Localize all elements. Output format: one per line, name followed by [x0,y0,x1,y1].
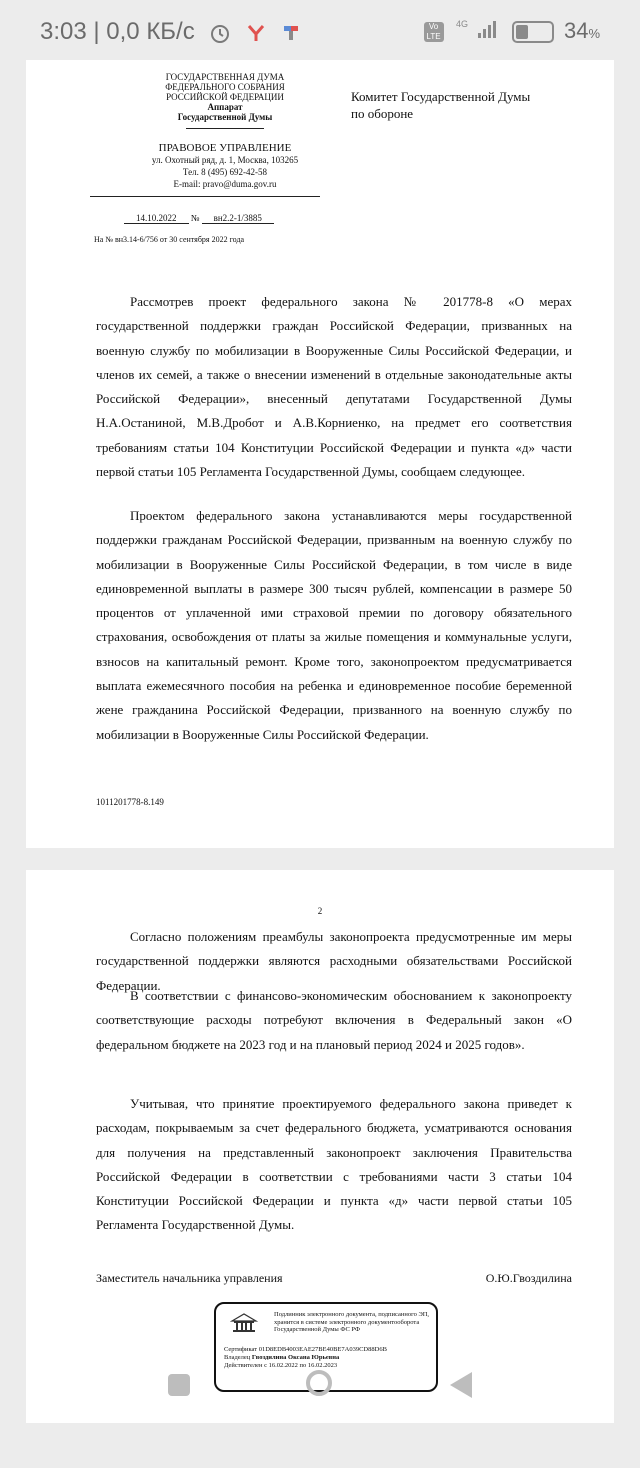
stamp-owner-label: Владелец [224,1354,251,1361]
stamp-owner-line [224,1354,434,1362]
org-line-5: Государственной Думы [177,112,273,122]
org-line-2: ФЕДЕРАЛЬНОГО СОБРАНИЯ [165,82,285,92]
addressee [351,88,530,122]
reference-line: На № вн3.14-6/756 от 30 сентября 2022 года [94,235,245,244]
flag-icon [281,23,301,43]
stamp-details [224,1346,434,1370]
addressee-line-1: Комитет Государственной Думы [351,89,531,104]
stamp-header: Подлинник электронного документа, подписанного ЭП, хранится в системе электронного документооборота Государственной Думы ФС РФ [274,1311,430,1333]
signer-name: О.Ю.Гвоздилина [485,1270,572,1285]
home-icon[interactable] [306,1370,332,1396]
signer-title: Заместитель начальника управления [96,1270,283,1285]
page-number: 2 [317,906,323,916]
letterhead-divider [186,128,264,129]
status-bar [0,0,640,60]
back-icon[interactable] [450,1372,472,1398]
email-address: E-mail: pravo@duma.gov.ru [173,179,277,189]
battery-fill [516,25,528,39]
paragraph-text: Согласно положениям преамбулы законопроекта предусмотренные им меры государственной поддержки являются расходными обязательствами Российской Федерации. [96,929,572,993]
stamp-owner: Гвоздилина Оксана Юрьевна [251,1354,340,1361]
document-page-1 [26,60,614,848]
volte-icon: Vo LTE [424,22,444,42]
y-app-icon [246,23,266,43]
body-paragraph-1 [96,290,572,484]
letterhead-address [120,142,330,190]
status-right [424,18,600,46]
phone-number: Тел. 8 (495) 692-42-58 [182,167,268,177]
letterhead-rule [90,196,320,197]
paragraph-text: Учитывая, что принятие проектируемого федерального закона приведет к расходам, покрываемым за счет федерального бюджета, усматриваются основания для получения на представленный законопроект заключения Правительства Российской Федерации в соответствии с требованиями части 3 статьи 104 Конституции Российской Федерации и пункта «д» части первой статьи 105 Регламента Государственной Думы. [96,1096,572,1233]
network-label: 4G [455,19,468,30]
department-name: ПРАВОВОЕ УПРАВЛЕНИЕ [158,142,292,154]
body-paragraph-2 [96,504,572,747]
org-line-4: Аппарат [207,102,243,112]
paragraph-text: Проектом федерального закона устанавливаются меры государственной поддержки гражданам Российской Федерации, призванным на военную службу по мобилизации в Вооруженные Силы Российской Федерации, в том числе в виде единовременной выплаты в размере 300 тысяч рублей, компенсации в размере 50 процентов от уплаченной ими страховой премии по договору обязательного страхования, освобождения от платы за жилые помещения и коммунальные услуги, взносов на капитальный ремонт. Кроме того, законопроектом предусматривается выплата ежемесячного пособия на ребенка и единовременное пособие беременной жене гражданина Российской Федерации, призванного на военную службу по мобилизации в Вооруженные Силы Российской Федерации. [96,508,572,742]
battery-icon [512,21,554,43]
org-line-3: РОССИЙСКОЙ ФЕДЕРАЦИИ [166,92,284,102]
document-page-2 [26,870,614,1423]
body-paragraph-4 [96,984,572,1057]
stamp-certificate: Сертификат 01D8EDB4003EAE27BE40BE7A039CD88D6B [224,1346,387,1353]
recent-apps-icon[interactable] [168,1374,190,1396]
number-sign: № [190,213,200,223]
letterhead-org [120,72,330,135]
paragraph-text: Рассмотрев проект федерального закона № 201778-8 «О мерах государственной поддержки граждан Российской Федерации, призванных на военную службу по мобилизации в Вооруженные Силы Российской Федерации, и членов их семей, а также о внесении изменений в отдельные законодательные акты Российской Федерации», внесенный депутатами Государственной Думы Н.А.Останиной, М.В.Дробот и А.В.Корниенко, на предмет его соответствия требованиям статьи 104 Конституции Российской Федерации и пункта «д» части первой статьи 105 Регламента Государственной Думы, сообщаем следующее. [96,294,572,480]
status-left [40,18,301,46]
stamp-validity: Действителен с 16.02.2022 по 16.02.2023 [224,1362,338,1369]
registration-number: вн2.2-1/3885 [202,213,274,224]
org-line-1: ГОСУДАРСТВЕННАЯ ДУМА [165,72,285,82]
registration-line [124,213,274,224]
time-speed: 3:03 | 0,0 КБ/с [40,18,195,45]
duma-emblem-icon [230,1312,258,1334]
footer-code: 1011201778-8.149 [96,797,164,807]
registration-date: 14.10.2022 [124,213,189,224]
street-address: ул. Охотный ряд, д. 1, Москва, 103265 [151,155,299,165]
signal-icon [456,18,500,46]
addressee-line-2: по обороне [351,106,414,121]
paragraph-text: В соответствии с финансово-экономическим обоснованием к законопроекту соответствующие расходы потребуют включения в Федеральный закон «О федеральном бюджете на 2023 год и на плановый период 2024 и 2025 годов». [96,988,572,1052]
battery-percent: 34 [563,18,589,43]
alarm-icon [209,22,231,44]
battery-unit: % [588,26,600,41]
navigation-bar [0,1368,640,1423]
